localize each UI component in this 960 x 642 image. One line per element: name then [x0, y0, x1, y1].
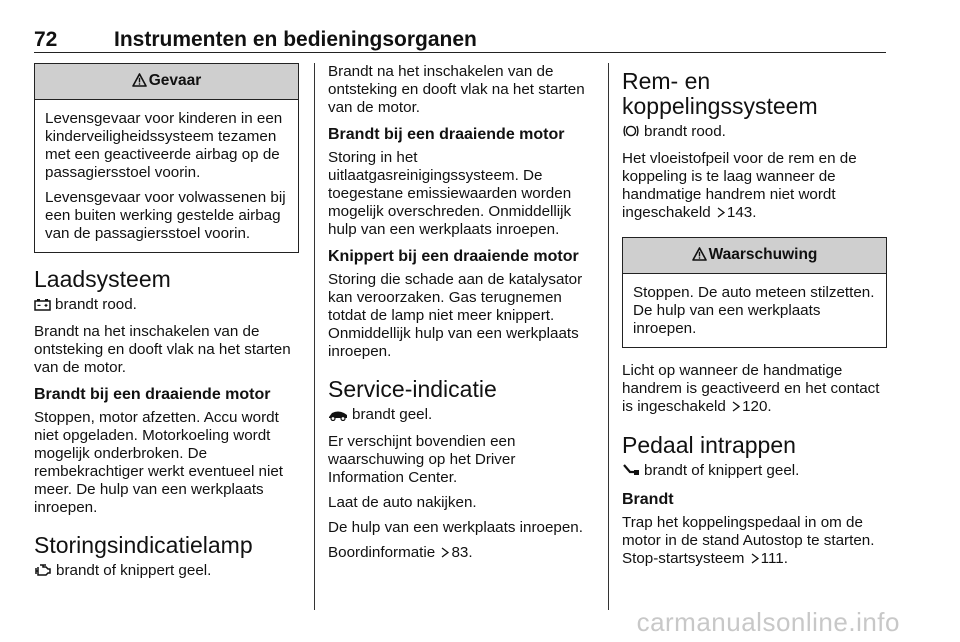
brake-status: brandt rood.	[644, 123, 726, 140]
pedal-status: brandt of knippert geel.	[644, 462, 800, 479]
malfunction-status: brandt of knippert geel.	[56, 562, 212, 579]
service-text-2: Laat de auto nakijken.	[328, 494, 477, 511]
battery-icon	[34, 298, 51, 316]
service-text-3: De hulp van een werkplaats inroepen.	[328, 519, 583, 536]
charging-subtext: Stoppen, motor afzetten. Accu wordt niet opgeladen. Motorkoeling wordt mogelijk onderbroken. De rembekrachtiger werkt eventueel niet meer. De hulp van een werkplaats inroepen.	[34, 409, 284, 516]
header-divider	[34, 52, 886, 53]
charging-heading: Laadsysteem	[34, 266, 171, 292]
danger-text-2: Levensgevaar voor volwassenen bij een buiten werking gestelde airbag van de passagiersstoel voorin.	[45, 189, 286, 242]
danger-box-header	[35, 64, 298, 100]
column-1	[34, 63, 299, 589]
service-wrench-icon	[328, 408, 348, 426]
page-reference-icon	[732, 399, 740, 417]
column-divider	[608, 63, 609, 610]
brake-text: Het vloeistofpeil voor de rem en de koppeling is te laag wanneer de handmatige handrem niet wordt ingeschakeld	[622, 150, 857, 221]
warning-text: Stoppen. De auto meteen stilzetten. De hulp van een werkplaats inroepen.	[633, 284, 875, 337]
column-2	[328, 63, 593, 570]
service-text-1: Er verschijnt bovendien een waarschuwing op het Driver Information Center.	[328, 433, 516, 486]
service-text-4: Boordinformatie 83.	[328, 544, 473, 561]
malfunction-sub1-text: Storing in het uitlaatgasreinigingssysteem. De toegestane emissiewaarden worden mogelijk overschreden. Onmiddellijk hulp van een werkplaats inroepen.	[328, 149, 572, 238]
page-title: Instrumenten en bedieningsorganen	[114, 28, 477, 51]
page-reference-icon	[717, 205, 725, 223]
column-divider	[314, 63, 315, 610]
column-3	[622, 63, 887, 576]
warning-triangle-icon	[692, 247, 707, 266]
handbrake-text: Licht op wanneer de handmatige handrem is geactiveerd en het contact is ingeschakeld	[622, 362, 880, 415]
page-reference-icon	[441, 545, 449, 563]
danger-text-1: Levensgevaar voor kinderen in een kinderveiligheidssysteem tezamen met een geactiveerde airbag op de passagiersstoel voorin.	[45, 110, 283, 181]
pedal-page-ref[interactable]: 111.	[760, 550, 788, 567]
charging-status: brandt rood.	[55, 296, 137, 313]
pedal-subheading: Brandt	[622, 491, 674, 508]
malfunction-text: Brandt na het inschakelen van de ontsteking en dooft vlak na het starten van de motor.	[328, 63, 585, 116]
malfunction-heading: Storingsindicatielamp	[34, 532, 253, 558]
watermark: carmanualsonline.info	[636, 607, 900, 637]
service-page-ref[interactable]: 83.	[451, 544, 473, 561]
danger-box-title: Gevaar	[148, 72, 202, 89]
pedal-icon	[622, 463, 640, 482]
warning-box-title: Waarschuwing	[708, 246, 818, 263]
malfunction-sub1-heading: Brandt bij een draaiende motor	[328, 126, 565, 143]
service-heading: Service-indicatie	[328, 376, 497, 402]
warning-triangle-icon	[132, 73, 147, 92]
warning-box	[622, 237, 887, 348]
brake-heading: Rem- en koppelingssysteem	[622, 68, 818, 119]
pedal-heading: Pedaal intrappen	[622, 432, 796, 458]
service-status: brandt geel.	[352, 406, 433, 423]
page-reference-icon	[751, 551, 759, 569]
brake-circle-icon	[622, 124, 640, 143]
brake-page-ref[interactable]: 143.	[726, 204, 757, 221]
page-number: 72	[34, 28, 58, 51]
malfunction-sub2-heading: Knippert bij een draaiende motor	[328, 248, 579, 265]
pedal-text: Trap het koppelingspedaal in om de motor in de stand Autostop te starten. Stop-startsysteem	[622, 514, 875, 567]
malfunction-sub2-text: Storing die schade aan de katalysator kan veroorzaken. Gas terugnemen totdat de lamp niet meer knippert. Onmiddellijk hulp van een werkplaats inroepen.	[328, 271, 583, 360]
charging-text: Brandt na het inschakelen van de ontsteking en dooft vlak na het starten van de motor.	[34, 323, 291, 376]
danger-box	[34, 63, 299, 253]
handbrake-page-ref[interactable]: 120.	[742, 398, 772, 415]
charging-subheading: Brandt bij een draaiende motor	[34, 386, 271, 403]
engine-icon	[34, 563, 52, 582]
warning-box-header	[623, 238, 886, 274]
